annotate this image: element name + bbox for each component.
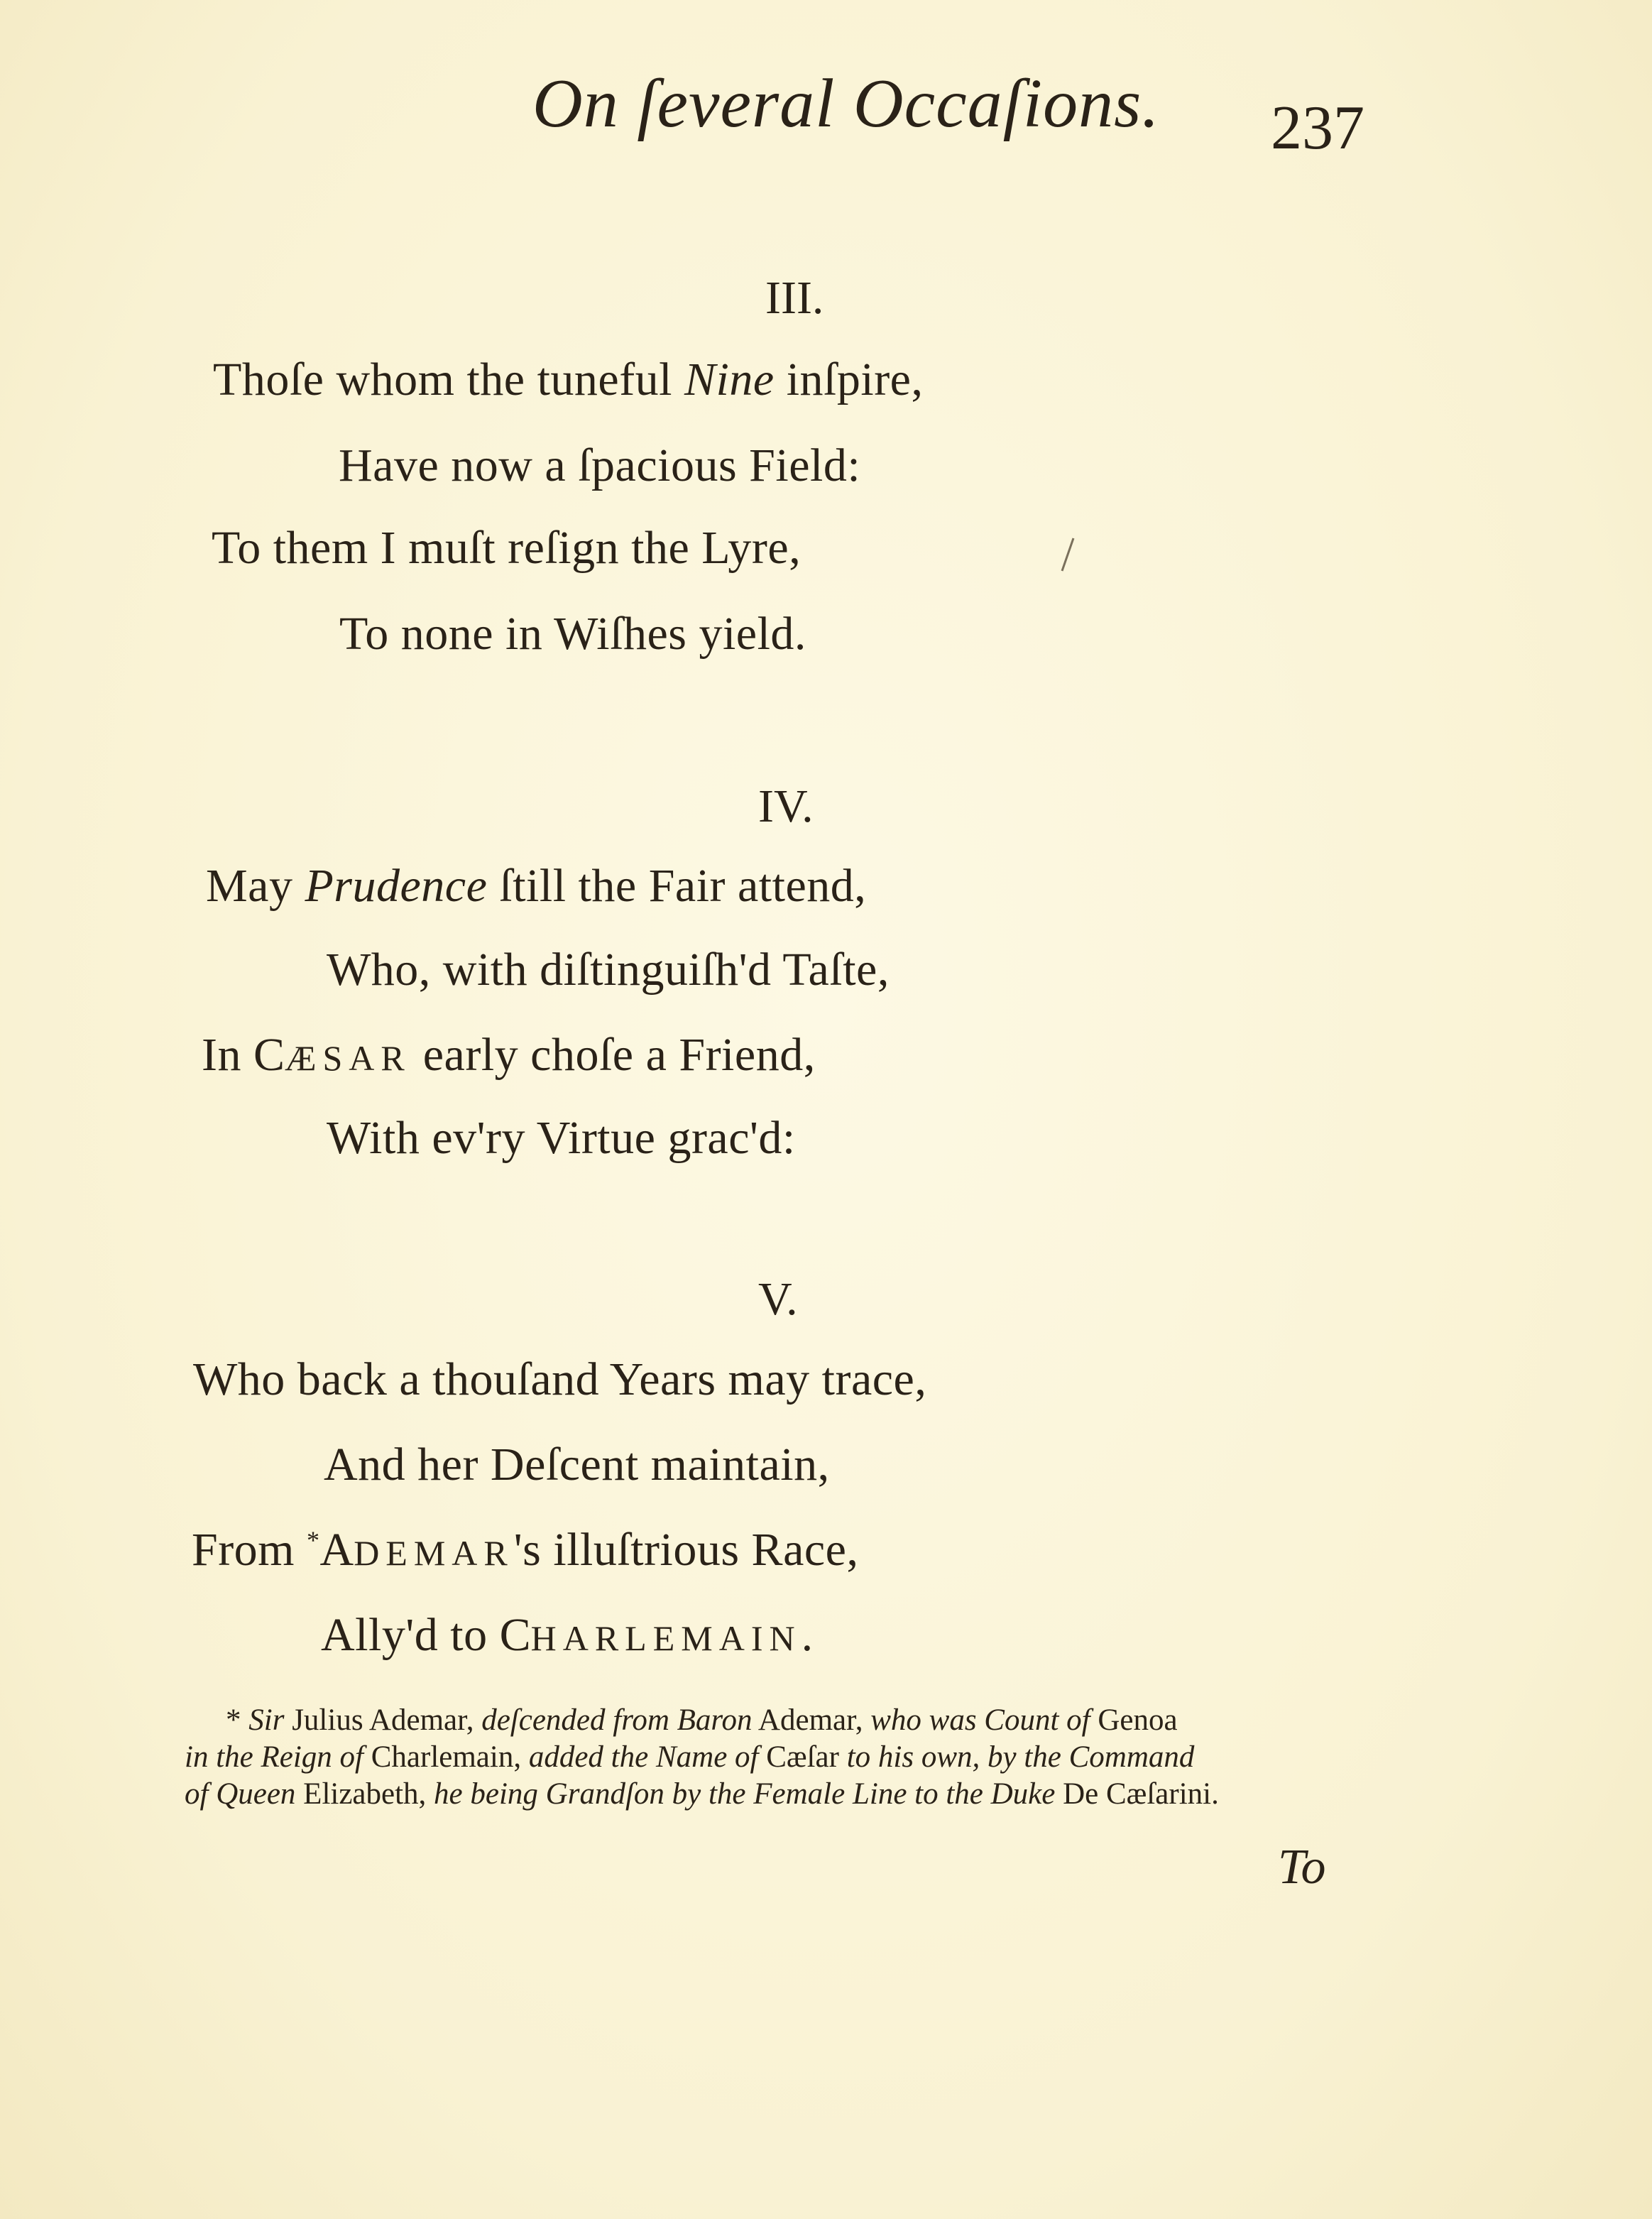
footnote-text: Cæſar — [758, 1740, 847, 1774]
verse-text: From — [192, 1524, 307, 1576]
stanza-numeral-iii: III. — [765, 272, 824, 324]
footnote-text: Charlemain, — [363, 1740, 529, 1774]
small-caps-name: HARLEMAIN — [530, 1618, 802, 1658]
verse-line — [206, 859, 866, 913]
footnote-italic: who was Count of — [870, 1703, 1090, 1737]
verse-line: With ev'ry Virtue grac'd: — [327, 1112, 796, 1164]
verse-text: 's illuſtrious Race, — [513, 1524, 859, 1576]
verse-text: In — [202, 1029, 253, 1081]
verse-italic: Nine — [684, 354, 775, 405]
footnote-italic: he being Grandſon by the Female Line to the Duke — [434, 1777, 1056, 1811]
small-caps-name: DEMAR — [354, 1533, 514, 1573]
verse-text: May — [206, 860, 305, 912]
footnote-mark: * — [307, 1526, 320, 1554]
footnote-italic: Sir — [248, 1703, 285, 1737]
verse-line: And her Deſcent maintain, — [324, 1439, 830, 1490]
verse-italic: Prudence — [305, 860, 488, 912]
small-caps-name: ÆSAR — [285, 1038, 411, 1078]
verse-text: early choſe a Friend, — [410, 1029, 816, 1081]
footnote-text: Ademar, — [752, 1703, 871, 1737]
verse-line — [192, 1523, 858, 1577]
verse-line: Have now a ſpacious Field: — [339, 440, 861, 491]
stanza-numeral-iv: IV. — [758, 780, 814, 832]
verse-line — [321, 1608, 814, 1662]
footnote-italic: added the Name of — [528, 1740, 759, 1774]
footnote-italic: in the Reign of — [185, 1740, 363, 1774]
verse-line — [202, 1028, 816, 1082]
verse-line: Who back a thouſand Years may trace, — [193, 1353, 927, 1405]
footnote-text: Genoa — [1090, 1703, 1178, 1737]
catchword: To — [1278, 1840, 1326, 1894]
verse-text: Thoſe whom the tuneful — [213, 354, 685, 405]
verse-text: ſtill the Fair attend, — [487, 860, 867, 912]
footnote-italic: of Queen — [185, 1777, 296, 1811]
footnote-text: De Cæſarini. — [1055, 1777, 1219, 1811]
small-caps-initial: C — [499, 1609, 531, 1661]
running-title: On ſeveral Occaſions. — [532, 65, 1160, 142]
footnote-mark: * — [226, 1703, 241, 1737]
footnote-line — [226, 1703, 1178, 1738]
stanza-numeral-v: V. — [758, 1273, 798, 1325]
pencil-mark-icon — [1056, 534, 1078, 577]
verse-line: Who, with diſtinguiſh'd Taſte, — [327, 944, 890, 996]
verse-text: Ally'd to — [321, 1609, 500, 1661]
footnote-italic: to his own, by the Command — [846, 1740, 1195, 1774]
verse-text: inſpire, — [774, 354, 924, 405]
footnote-text: Elizabeth, — [295, 1777, 434, 1811]
small-caps-initial: A — [319, 1524, 354, 1576]
small-caps-initial: C — [253, 1029, 285, 1081]
footnote-text: Julius Ademar, — [284, 1703, 482, 1737]
footnote-line — [185, 1777, 1219, 1811]
verse-line: To none in Wiſhes yield. — [339, 608, 806, 660]
verse-line: To them I muſt reſign the Lyre, — [212, 522, 802, 574]
page-number: 237 — [1271, 94, 1364, 163]
verse-text: . — [801, 1609, 814, 1661]
footnote-line — [185, 1740, 1194, 1774]
verse-line — [213, 353, 923, 407]
footnote-italic: deſcended from Baron — [481, 1703, 753, 1737]
